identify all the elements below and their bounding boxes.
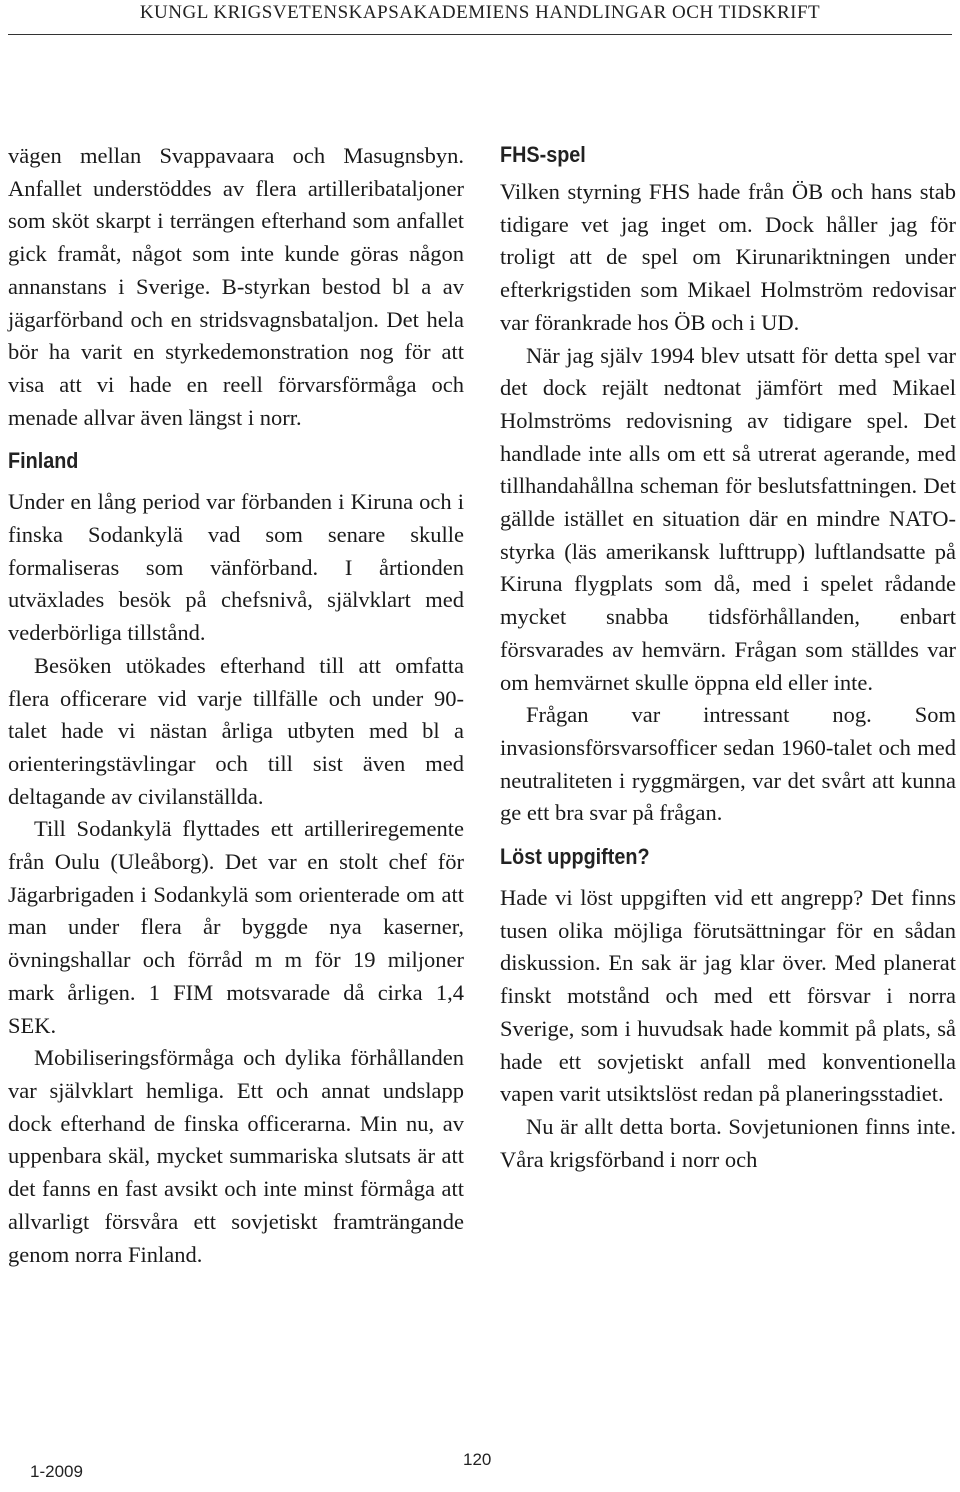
section-heading-lost-uppgiften: Löst uppgiften? xyxy=(500,844,650,870)
left-paragraph-3: Besöken utökades efterhand till att omfatta flera officerare vid varje tillfälle och under 90-talet hade vi nästan årliga utbyten med bl a orienteringstävlingar och till sist även med deltagande av civilanställda. xyxy=(8,652,464,809)
left-paragraph-1: vägen mellan Svappavaara och Masugnsbyn. Anfallet understöddes av flera artilleribataljoner som sköt skarpt i terrängen efterhand som anfallet gick framåt, något som inte kunde göras någon annanstans i Sverige. B-styrkan bestod bl a av jägarförband och en stridsvagnsbataljon. Det hela bör ha varit en styrkedemonstration nog för att visa att vi hade en reell förvarsförmåga och menade allvar även längst i norr. xyxy=(8,143,464,430)
right-column xyxy=(500,140,956,1176)
left-paragraph-2: Under en lång period var förbanden i Kiruna och i finska Sodankylä vad som senare skulle formaliseras som vänförband. I årtionden utväxlades besök på chefsnivå, självklart med vederbörliga tillstånd. xyxy=(8,489,464,646)
left-column xyxy=(8,140,464,1271)
right-paragraph-2: När jag själv 1994 blev utsatt för detta spel var det dock rejält nedtonat jämfört med Mikael Holmströms redovisning av tidigare spel. Det handlade inte alls om ett så utrerat agerande, med tillhandahållna scheman för beslutsfattningen. Det gällde istället en situation där en mindre NATO-styrka (läs amerikansk lufttrupp) luftlandsatte på Kiruna flygplats som då, med i spelet rådande mycket snabba tidsförhållanden, enbart försvarades av hemvärn. Frågan som ställdes var om hemvärnet skulle öppna eld eller inte. xyxy=(500,342,956,695)
right-paragraph-3: Frågan var intressant nog. Som invasionsförsvarsofficer sedan 1960-talet och med neutraliteten i ryggmärgen, var det svårt att kunna ge ett bra svar på frågan. xyxy=(500,702,956,826)
running-header: KUNGL KRIGSVETENSKAPSAKADEMIENS HANDLINGAR OCH TIDSKRIFT xyxy=(139,2,821,23)
right-paragraph-1: Vilken styrning FHS hade från ÖB och hans stab tidigare vet jag inget om. Dock håller jag för troligt att de spel om Kirunariktningen under efterkrigstiden som Mikael Holmström redovisar var förankrade hos ÖB och i UD. xyxy=(500,179,956,335)
header-rule xyxy=(8,34,952,35)
left-paragraph-4: Till Sodankylä flyttades ett artilleriregemente från Oulu (Uleåborg). Det var en stolt chef för Jägarbrigaden i Sodankylä som orienterade om att man under flera år byggde nya kaserner, övningshallar och förråd m m för 19 miljoner mark årligen. 1 FIM motsvarade då cirka 1,4 SEK. xyxy=(8,816,464,1038)
page-number: 120 xyxy=(463,1450,492,1469)
section-heading-finland: Finland xyxy=(8,448,79,474)
right-paragraph-4: Hade vi löst uppgiften vid ett angrepp? Det finns tusen olika möjliga förutsättningar för en sådan diskussion. En sak är jag klar över. Med planerat finskt motstånd och med ett försvar i norra Sverige, som i huvudsak hade kommit på plats, så hade ett sovjetiskt anfall med konventionella vapen varit utsiktslöst redan på planeringsstadiet. xyxy=(500,885,956,1107)
section-heading-fhs-spel: FHS-spel xyxy=(500,142,586,167)
right-paragraph-5: Nu är allt detta borta. Sovjetunionen finns inte. Våra krigsförband i norr och xyxy=(500,1113,956,1172)
left-paragraph-5: Mobiliseringsförmåga och dylika förhållanden var självklart hemliga. Ett och annat undslapp dock efterhand de finska officerarna. Min nu, av uppenbara skäl, mycket summariska slutsats är att det fanns en fast avsikt och inte minst förmåga att allvarligt försvåra ett sovjetiskt framträngande genom norra Finland. xyxy=(8,1045,464,1267)
footer-issue: 1-2009 xyxy=(30,1462,83,1481)
